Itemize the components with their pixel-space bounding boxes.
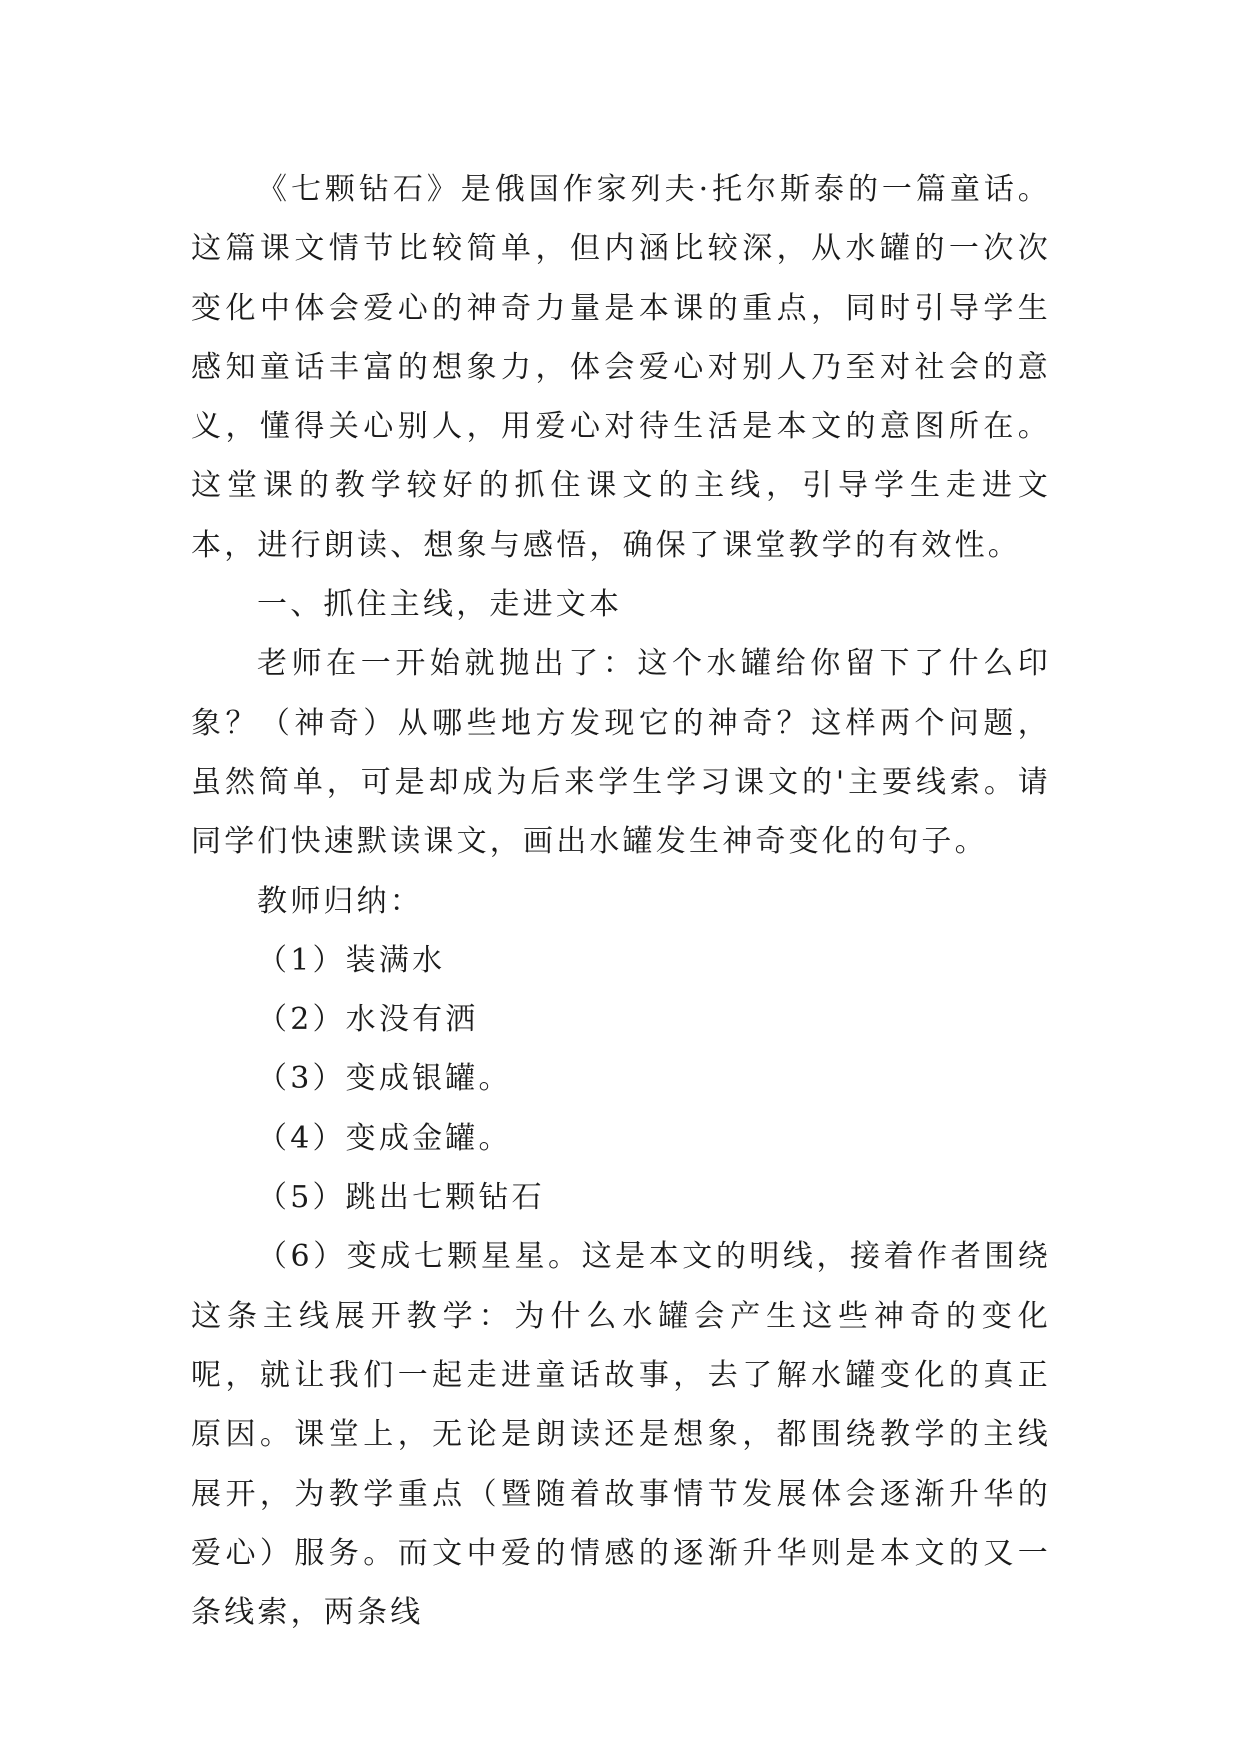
document-body [191,160,1051,1642]
list-item-4: （4）变成金罐。 [257,1120,512,1156]
paragraph-intro: 《七颗钻石》是俄国作家列夫·托尔斯泰的一篇童话。这篇课文情节比较简单，但内涵比较深，从水罐的一次次变化中体会爱心的神奇力量是本课的重点，同时引导学生感知童话丰富的想象力，体会爱心对别人乃至对社会的意义，懂得关心别人，用爱心对待生活是本文的意图所在。这堂课的教学较好的抓住课文的主线，引导学生走进文本，进行朗读、想象与感悟，确保了课堂教学的有效性。 [191,172,1051,563]
section-heading: 一、抓住主线，走进文本 [257,587,623,623]
paragraph-summary-label: 教师归纳： [257,883,423,919]
list-item-3: （3）变成银罐。 [257,1061,512,1097]
paragraph-questions: 老师在一开始就抛出了：这个水罐给你留下了什么印象？（神奇）从哪些地方发现它的神奇？这样两个问题，虽然简单，可是却成为后来学生学习课文的'主要线索。请同学们快速默读课文，画出水罐发生神奇变化的句子。 [191,646,1051,860]
list-item-6-paragraph: （6）变成七颗星星。这是本文的明线，接着作者围绕这条主线展开教学：为什么水罐会产生这些神奇的变化呢，就让我们一起走进童话故事，去了解水罐变化的真正原因。课堂上，无论是朗读还是想象，都围绕教学的主线展开，为教学重点（暨随着故事情节发展体会逐渐升华的爱心）服务。而文中爱的情感的逐渐升华则是本文的又一条线索，两条线 [191,1239,1051,1631]
list-item-2: （2）水没有洒 [257,1002,479,1038]
list-item-5: （5）跳出七颗钻石 [257,1180,545,1216]
list-item-1: （1）装满水 [257,942,446,978]
